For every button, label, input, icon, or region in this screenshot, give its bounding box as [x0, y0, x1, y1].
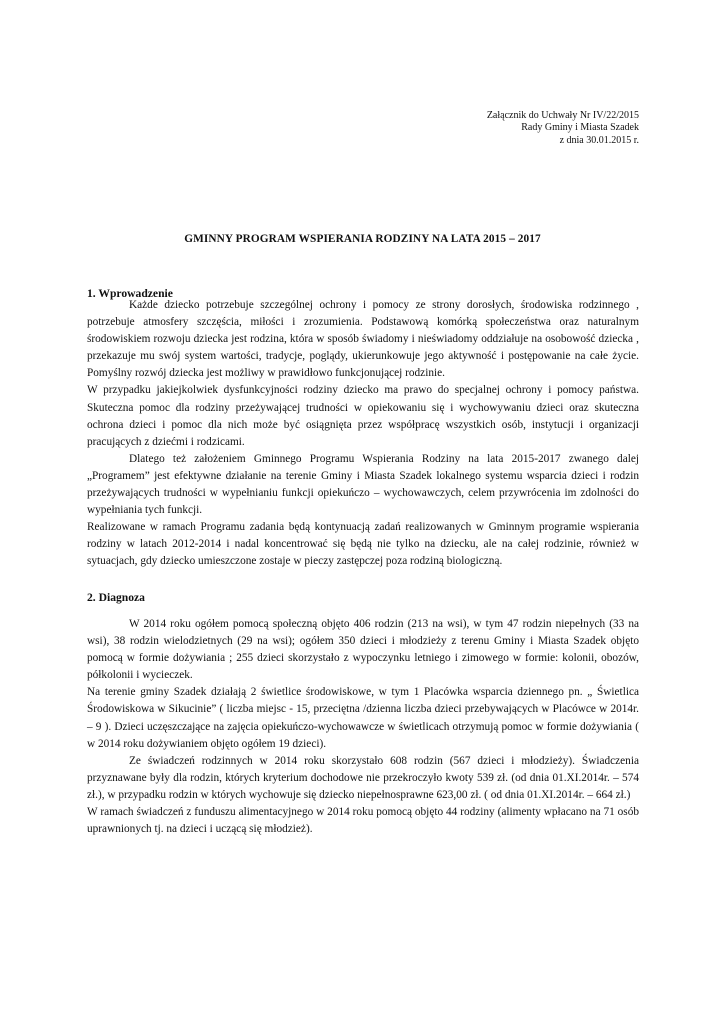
section-2-body [87, 616, 639, 838]
section-1-paragraph: Dlatego też założeniem Gminnego Programu Wspierania Rodziny na lata 2015-2017 zwanego dalej „Programem” jest efektywne działanie na terenie Gminy i Miasta Szadek lokalnego systemu wsparcia dzieci i rodzin przeżywających trudności w wypełnianiu funkcji opiekuńczo – wychowawczych, celem przywrócenia im zdolności do wypełniania tych funkcji. [87, 452, 639, 517]
section-1-body [87, 297, 639, 571]
section-2-paragraph: Ze świadczeń rodzinnych w 2014 roku skorzystało 608 rodzin (567 dzieci i młodzieży). Świadczenia przyznawane były dla rodzin, których kryterium dochodowe nie przekroczyło kwoty 539 zł. (od dnia 01.XI.2014r. – 574 zł.), w przypadku rodzin w których wychowuje się dziecko niepełnosprawne 623,00 zł. ( od dnia 01.XI.2014r. – 664 zł.) [87, 754, 639, 801]
section-1-paragraph: Realizowane w ramach Programu zadania będą kontynuacją zadań realizowanych w Gminnym programie wspierania rodziny w latach 2012-2014 i nadal koncentrować się będą nie tylko na dziecku, ale na całej rodzinie, również w sytuacjach, gdy dziecko umieszczone zostaje w pieczy zastępczej poza rodziną biologiczną. [87, 521, 639, 568]
annex-line-1: Załącznik do Uchwały Nr IV/22/2015 [486, 110, 639, 121]
annex-line-3: z dnia 30.01.2015 r. [559, 134, 639, 146]
document-title: GMINNY PROGRAM WSPIERANIA RODZINY NA LATA 2015 – 2017 [184, 233, 541, 245]
section-2-paragraph: Na terenie gminy Szadek działają 2 świetlice środowiskowe, w tym 1 Placówka wsparcia dziennego pn. „ Świetlica Środowiskowa w Sikucinie” ( liczba miejsc - 15, przeciętna /dzienna liczba dzieci przebywających w Placówce w 2014r. – 9 ). Dzieci uczęszczające na zajęcia opiekuńczo-wychowawcze w świetlicach otrzymują pomoc w formie dożywiania ( w 2014 roku dożywianiem objęto ogółem 19 dzieci). [87, 686, 639, 750]
section-1-heading: 1. Wprowadzenie [87, 287, 173, 300]
annex-line-2: Rady Gminy i Miasta Szadek [521, 122, 639, 134]
section-1-paragraph: Każde dziecko potrzebuje szczególnej ochrony i pomocy ze strony dorosłych, środowiska rodzinnego , potrzebuje atmosfery szczęścia, miłości i zrozumienia. Podstawową komórką społeczeństwa oraz naturalnym środowiskiem rozwoju dziecka jest rodzina, która w sposób świadomy i nieświadomy oddziałuje na osobowość dziecka , przekazuje mu swój system wartości, tradycje, poglądy, ukierunkowuje jego aktywność i postępowanie na całe życie. Pomyślny rozwój dziecka jest możliwy w prawidłowo funkcjonującej rodzinie. [87, 299, 639, 380]
section-2-paragraph: W 2014 roku ogółem pomocą społeczną objęto 406 rodzin (213 na wsi), w tym 47 rodzin niepełnych (33 na wsi), 38 rodzin wielodzietnych (29 na wsi); ogółem 350 dzieci i młodzieży z terenu Gminy i Miasta Szadek objęto pomocą w formie dożywiania ; 255 dzieci skorzystało z wypoczynku letniego i zimowego w formie: kolonii, obozów, półkolonii i wycieczek. [87, 618, 639, 682]
section-2-heading: 2. Diagnoza [87, 591, 145, 604]
section-2-paragraph: W ramach świadczeń z funduszu alimentacyjnego w 2014 roku pomocą objęto 44 rodziny (alimenty wpłacano na 71 osób uprawnionych tj. na dzieci i uczącą się młodzież). [87, 806, 639, 836]
annex-note [487, 110, 639, 147]
section-1-paragraph: W przypadku jakiejkolwiek dysfunkcyjności rodziny dziecko ma prawo do specjalnej ochrony i pomocy państwa. Skuteczna pomoc dla rodziny przeżywającej trudności w opiekowaniu się i wychowywaniu dzieci oraz skuteczna ochrona dzieci i pomoc dla nich może być osiągnięta przez współpracę wszystkich osób, instytucji i organizacji pracujących z dziećmi i rodzicami. [87, 384, 639, 448]
